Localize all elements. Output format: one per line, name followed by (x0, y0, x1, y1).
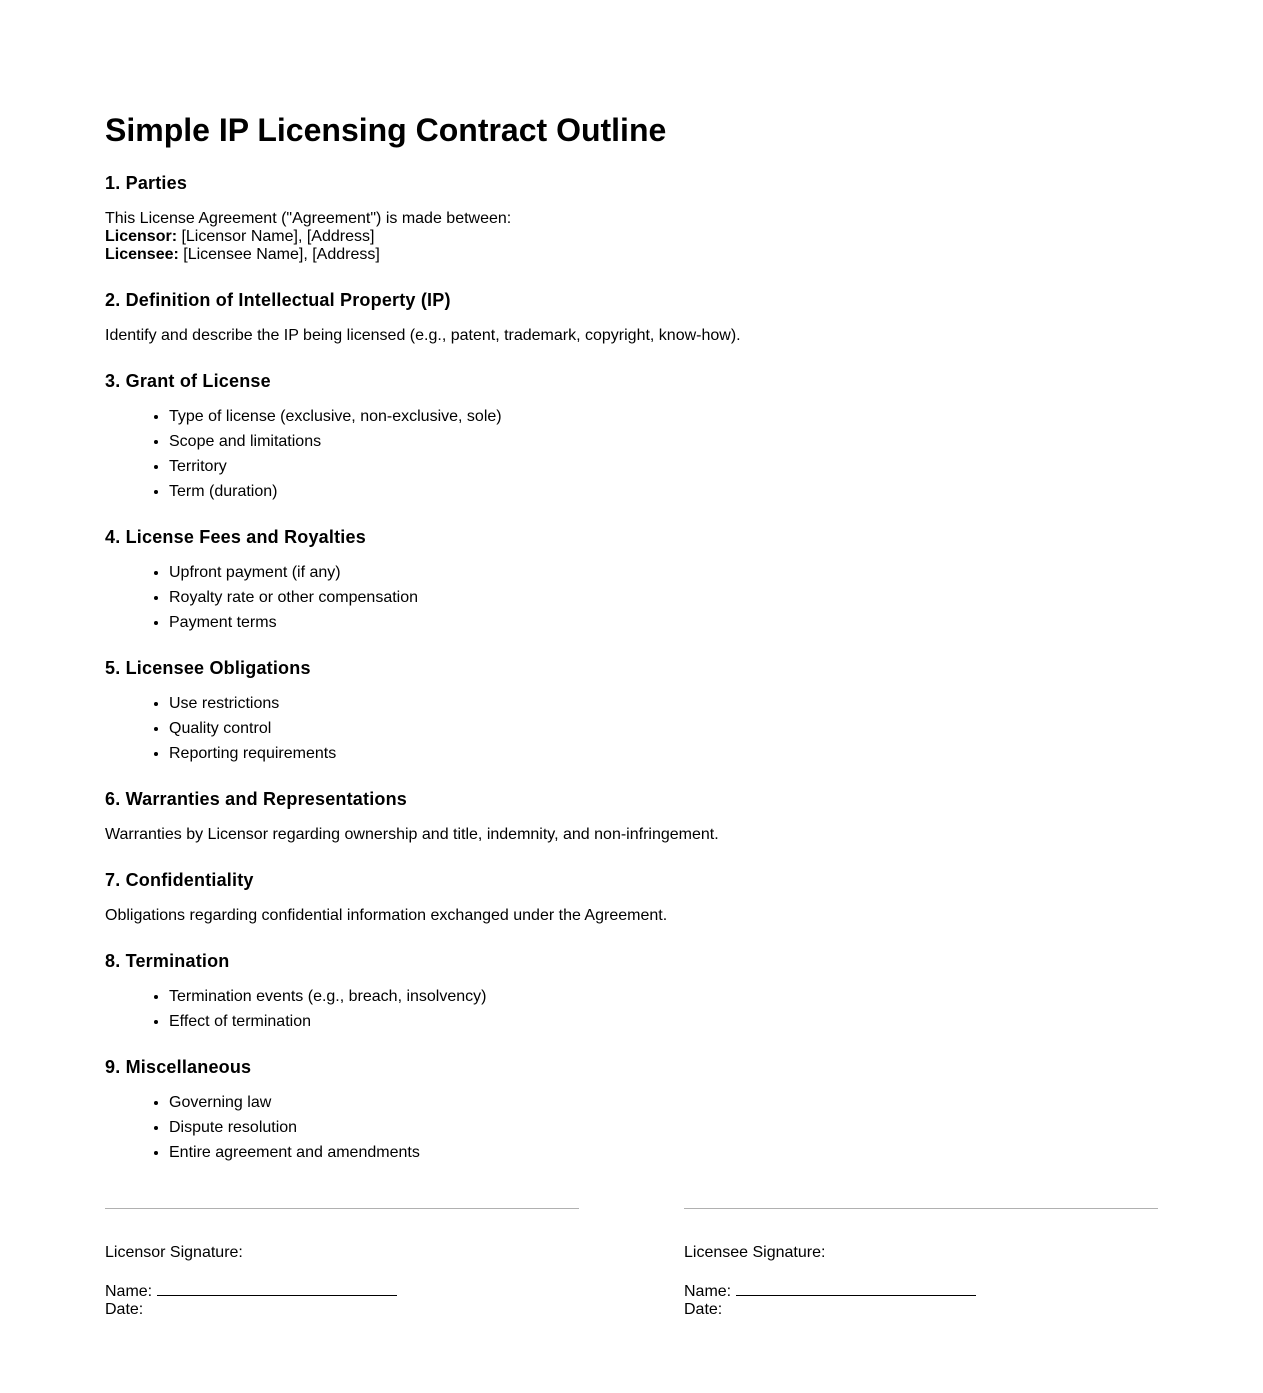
licensor-date-label: Date: (105, 1301, 144, 1318)
parties-text (105, 210, 1158, 264)
confidentiality-text: Obligations regarding confidential information exchanged under the Agreement. (105, 907, 668, 924)
licensee-date-label: Date: (684, 1301, 723, 1318)
licensee-name-field (684, 1280, 1158, 1301)
name-blank (157, 1280, 397, 1296)
licensee-signature (684, 1208, 1158, 1319)
section-heading-warranties: 6. Warranties and Representations (105, 789, 408, 809)
section-heading-grant: 3. Grant of License (105, 371, 271, 391)
fees-list (105, 560, 1158, 635)
section-heading-parties: 1. Parties (105, 173, 188, 193)
licensee-signature-label: Licensee Signature: (684, 1244, 826, 1261)
document (105, 111, 1158, 1319)
signature-line (105, 1208, 579, 1209)
warranties-text: Warranties by Licensor regarding ownership and title, indemnity, and non-infringement. (105, 826, 719, 843)
signature-block (105, 1208, 1158, 1319)
misc-list (105, 1090, 1158, 1165)
termination-list (105, 984, 1158, 1034)
section-heading-fees: 4. License Fees and Royalties (105, 527, 366, 547)
definition-text: Identify and describe the IP being licensed (e.g., patent, trademark, copyright, know-how). (105, 327, 741, 344)
parties-intro: This License Agreement ("Agreement") is made between: (105, 210, 512, 227)
licensor-value: [Licensor Name], [Address] (177, 228, 375, 245)
name-label: Name: (684, 1283, 736, 1300)
list-item: • Quality control (169, 716, 1158, 741)
licensee-value: [Licensee Name], [Address] (178, 246, 380, 263)
section-heading-termination: 8. Termination (105, 951, 230, 971)
name-label: Name: (105, 1283, 157, 1300)
section-heading-definition: 2. Definition of Intellectual Property (IP) (105, 290, 451, 310)
list-item: • Payment terms (169, 610, 1158, 635)
licensee-label: Licensee: (105, 246, 179, 263)
list-item: • Royalty rate or other compensation (169, 585, 1158, 610)
list-item: • Effect of termination (169, 1009, 1158, 1034)
licensor-signature-label: Licensor Signature: (105, 1244, 243, 1261)
list-item: • Scope and limitations (169, 429, 1158, 454)
list-item: • Governing law (169, 1090, 1158, 1115)
grant-list (105, 404, 1158, 504)
licensor-label: Licensor: (105, 228, 178, 245)
section-heading-obligations: 5. Licensee Obligations (105, 658, 311, 678)
licensor-signature (105, 1208, 579, 1319)
list-item: • Territory (169, 454, 1158, 479)
page-title: Simple IP Licensing Contract Outline (105, 112, 667, 148)
list-item: • Type of license (exclusive, non-exclusive, sole) (169, 404, 1158, 429)
licensor-name-field (105, 1280, 579, 1301)
section-heading-confidentiality: 7. Confidentiality (105, 870, 254, 890)
list-item: • Reporting requirements (169, 741, 1158, 766)
list-item: • Use restrictions (169, 691, 1158, 716)
signature-line (684, 1208, 1158, 1209)
list-item: • Term (duration) (169, 479, 1158, 504)
list-item: • Upfront payment (if any) (169, 560, 1158, 585)
list-item: • Termination events (e.g., breach, insolvency) (169, 984, 1158, 1009)
obligations-list (105, 691, 1158, 766)
name-blank (736, 1280, 976, 1296)
list-item: • Entire agreement and amendments (169, 1140, 1158, 1165)
section-heading-misc: 9. Miscellaneous (105, 1057, 252, 1077)
list-item: • Dispute resolution (169, 1115, 1158, 1140)
